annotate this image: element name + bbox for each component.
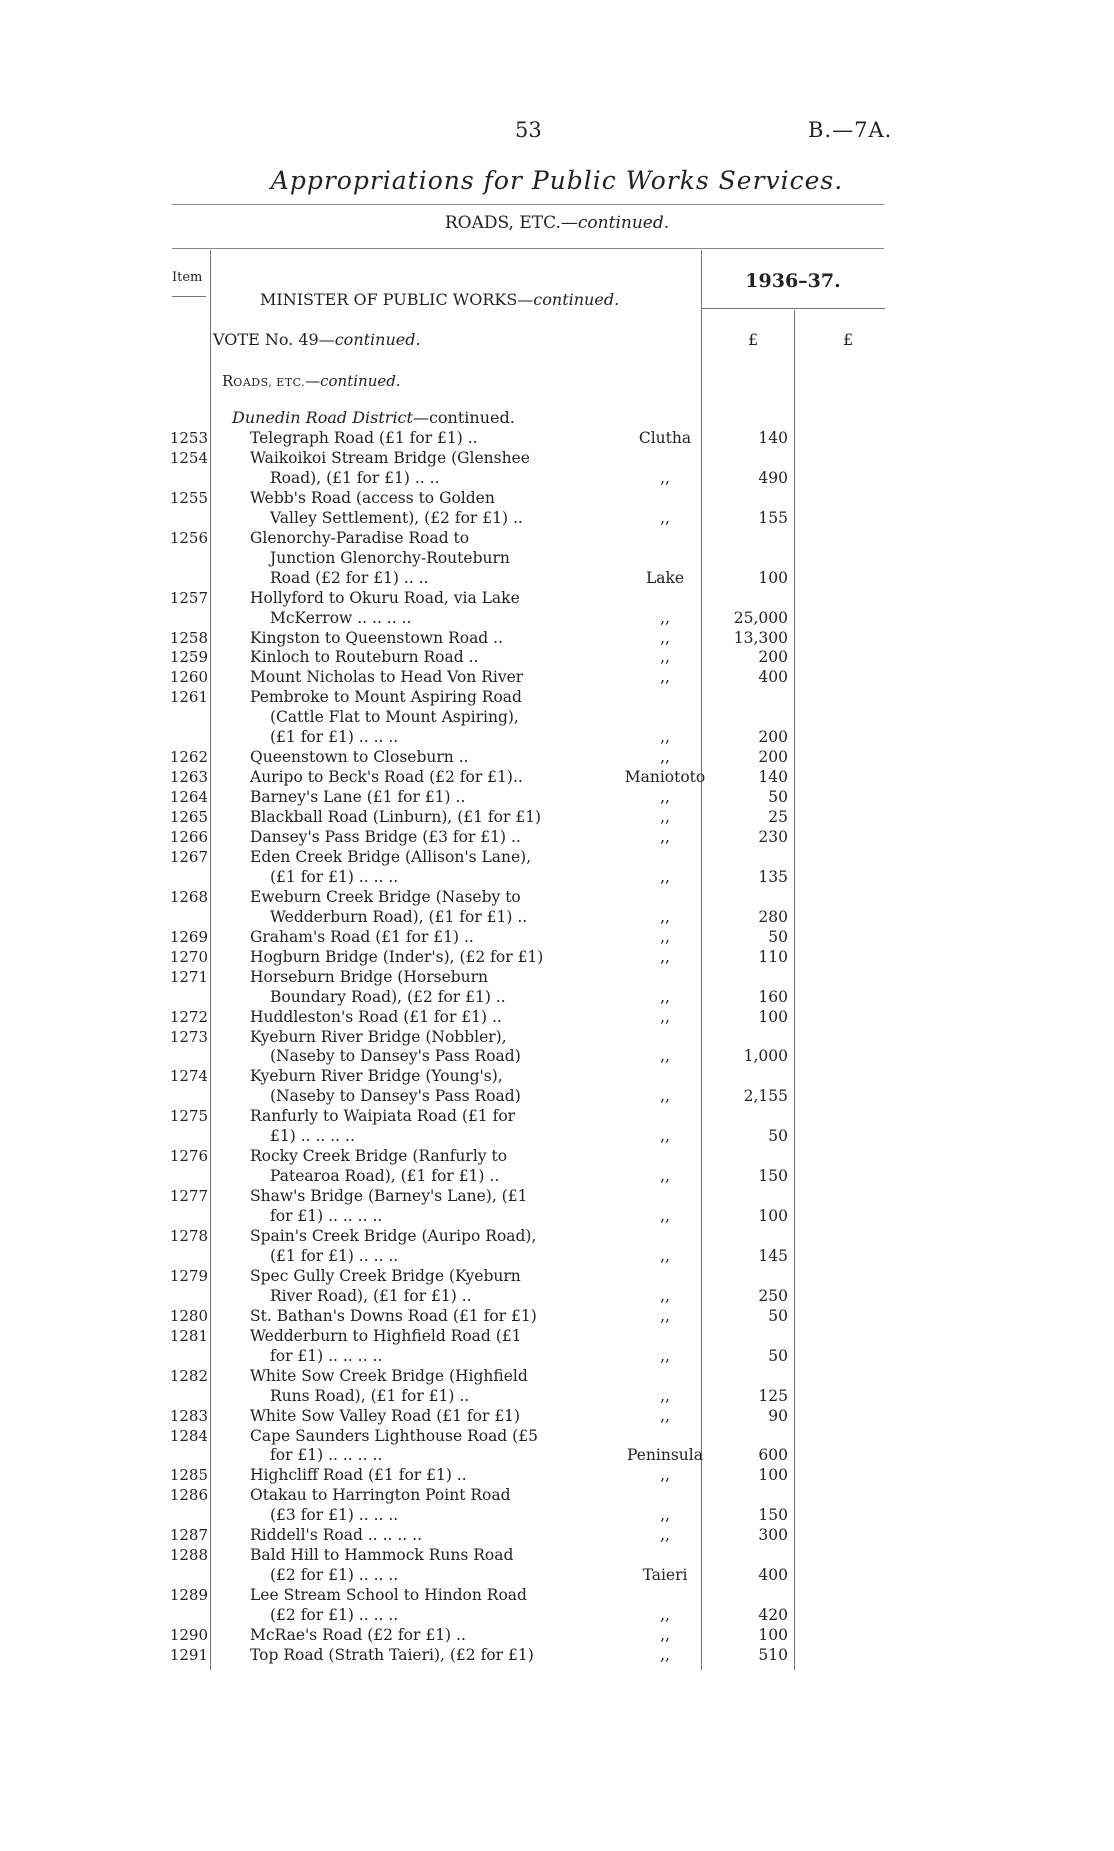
item-number: 1262	[169, 748, 208, 767]
district-name-cell: ,,	[660, 907, 670, 926]
amount-cell: 230	[758, 828, 788, 846]
item-number: 1277	[169, 1187, 208, 1206]
item-description-line: Road), (£1 for £1) .. ..	[270, 468, 440, 487]
amount-cell: 200	[758, 728, 788, 747]
section-title	[0, 213, 1114, 233]
item-description-line: Riddell's Road .. .. .. ..	[250, 1526, 422, 1545]
item-number: 1290	[169, 1626, 208, 1644]
district-name-cell: ,,	[660, 468, 670, 487]
item-description-line: for £1) .. .. .. ..	[270, 1346, 383, 1365]
item-column-header: Item	[172, 270, 203, 285]
item-number: 1273	[169, 1027, 208, 1046]
item-description-line: Valley Settlement), (£2 for £1) ..	[270, 508, 523, 527]
district-heading	[232, 408, 515, 427]
item-number: 1280	[169, 1306, 208, 1325]
amount-cell: 100	[758, 1626, 788, 1644]
amount-cell: 150	[758, 1167, 788, 1186]
amount-cell: 280	[758, 907, 788, 926]
amount-cell: 90	[768, 1406, 788, 1425]
item-number: 1274	[169, 1067, 208, 1086]
amount-cell: 100	[758, 1466, 788, 1485]
district-name-cell: ,,	[660, 1167, 670, 1186]
item-description-line: Mount Nicholas to Head Von River	[250, 668, 524, 687]
item-number: 1254	[169, 448, 208, 467]
item-description-line: Lee Stream School to Hindon Road	[250, 1586, 527, 1605]
item-number: 1279	[169, 1266, 208, 1285]
item-description-line: (£1 for £1) .. .. ..	[270, 728, 399, 747]
item-description-line: Waikoikoi Stream Bridge (Glenshee	[250, 448, 530, 467]
district-name-cell: ,,	[660, 1406, 670, 1425]
item-number: 1291	[169, 1645, 208, 1664]
district-name-cell: ,,	[660, 608, 670, 627]
amount-cell: 140	[758, 429, 788, 447]
amount-cell: 140	[758, 768, 788, 787]
amount-cell: 200	[758, 748, 788, 767]
district-name-cell: ,,	[660, 1047, 670, 1066]
item-description-line: Blackball Road (Linburn), (£1 for £1)	[250, 808, 542, 827]
district-name-cell: Lake	[645, 568, 685, 587]
district-name-cell: ,,	[660, 1526, 670, 1545]
item-description-line: Dansey's Pass Bridge (£3 for £1) ..	[250, 828, 521, 846]
district-name-cell: ,,	[660, 1346, 670, 1365]
amount-cell: 50	[768, 1306, 788, 1325]
district-name-cell: ,,	[660, 668, 670, 687]
district-name-cell: Clutha	[638, 429, 692, 447]
year-column-header: 1936–37.	[745, 270, 841, 292]
item-description-line: McKerrow .. .. .. ..	[270, 608, 412, 627]
amount-cell: 150	[758, 1506, 788, 1525]
item-number: 1263	[169, 768, 208, 787]
item-description-line: Highcliff Road (£1 for £1) ..	[250, 1466, 467, 1485]
item-number: 1268	[169, 887, 208, 906]
amount-cell: 400	[758, 1566, 788, 1585]
vote-heading	[213, 330, 421, 349]
item-number: 1269	[169, 927, 208, 946]
district-name-cell: ,,	[660, 648, 670, 667]
district-name-cell: ,,	[660, 748, 670, 767]
vote-text: VOTE No. 49	[213, 330, 319, 349]
amount-cell: 135	[758, 867, 788, 886]
item-description-line: Spec Gully Creek Bridge (Kyeburn	[250, 1266, 521, 1285]
amount-cell: 200	[758, 648, 788, 667]
item-number: 1255	[169, 488, 208, 507]
item-description-line: (Naseby to Dansey's Pass Road)	[270, 1087, 521, 1106]
minister-continued: —continued.	[517, 290, 620, 309]
item-number: 1266	[169, 828, 208, 846]
item-description-line: White Sow Valley Road (£1 for £1)	[250, 1406, 521, 1425]
item-description-line: Kyeburn River Bridge (Nobbler),	[250, 1027, 507, 1046]
amount-cell: 250	[758, 1286, 788, 1305]
item-number: 1256	[169, 528, 208, 547]
district-name: Dunedin Road District	[232, 408, 413, 427]
item-description-line: Boundary Road), (£2 for £1) ..	[270, 987, 506, 1006]
item-description-line: Runs Road), (£1 for £1) ..	[270, 1386, 470, 1405]
item-description-line: Webb's Road (access to Golden	[250, 488, 495, 507]
district-name-cell: ,,	[660, 1007, 670, 1026]
district-name-cell: ,,	[660, 1466, 670, 1485]
item-number: 1271	[169, 967, 208, 986]
amount-cell: 50	[768, 1127, 788, 1146]
item-description-line: Patearoa Road), (£1 for £1) ..	[270, 1167, 500, 1186]
item-description-line: McRae's Road (£2 for £1) ..	[250, 1626, 466, 1644]
item-number: 1282	[169, 1366, 208, 1385]
pound-header-1: £	[748, 330, 759, 349]
item-description-line: Auripo to Beck's Road (£2 for £1)..	[250, 768, 523, 787]
district-name-cell: ,,	[660, 808, 670, 827]
district-name-cell: ,,	[660, 1645, 670, 1664]
item-number: 1278	[169, 1227, 208, 1245]
amount-cell: 110	[758, 947, 788, 966]
item-description-line: Graham's Road (£1 for £1) ..	[250, 927, 474, 946]
roads-initial: R	[222, 372, 234, 390]
item-description-line: Wedderburn to Highfield Road (£1	[250, 1326, 522, 1345]
item-description-line: Junction Glenorchy-Routeburn	[270, 548, 510, 567]
roads-continued: —continued.	[305, 372, 401, 390]
district-name-cell: Peninsula	[627, 1446, 703, 1465]
item-description-line: Eweburn Creek Bridge (Naseby to	[250, 887, 521, 906]
item-column-divider	[210, 250, 211, 1670]
item-number: 1281	[169, 1326, 208, 1345]
item-description-line: Bald Hill to Hammock Runs Road	[250, 1546, 514, 1565]
amount-cell: 510	[758, 1645, 788, 1664]
item-description-line: Kinloch to Routeburn Road ..	[250, 648, 479, 667]
amount-cell: 600	[758, 1446, 788, 1465]
item-number: 1283	[169, 1406, 208, 1425]
item-number: 1264	[169, 788, 208, 807]
item-header-rule	[172, 296, 206, 297]
district-name-cell: ,,	[660, 867, 670, 886]
amount-cell: 420	[758, 1606, 788, 1625]
item-number: 1286	[169, 1486, 208, 1505]
page-number: 53	[515, 118, 542, 142]
item-description-line: Road (£2 for £1) .. ..	[270, 568, 429, 587]
item-number: 1284	[169, 1426, 208, 1445]
minister-text: MINISTER OF PUBLIC WORKS	[260, 290, 518, 309]
item-description-line: Wedderburn Road), (£1 for £1) ..	[270, 907, 528, 926]
roads-subheading	[222, 372, 401, 390]
document-reference: B.—7A.	[808, 118, 893, 142]
section-continued: —continued.	[560, 213, 670, 233]
district-name-cell: ,,	[660, 1606, 670, 1625]
roads-smallcaps: OADS, ETC.	[233, 376, 306, 389]
item-number: 1257	[169, 588, 208, 607]
district-name-cell: Taieri	[642, 1566, 688, 1585]
year-header-rule	[701, 308, 885, 309]
item-description-line: (£2 for £1) .. .. ..	[270, 1566, 399, 1585]
vote-continued: —continued.	[318, 330, 421, 349]
district-continued: —continued.	[412, 408, 515, 427]
item-description-line: for £1) .. .. .. ..	[270, 1446, 383, 1465]
pound-column-divider	[794, 310, 795, 1670]
item-description-line: Otakau to Harrington Point Road	[250, 1486, 511, 1505]
amount-cell: 50	[768, 927, 788, 946]
district-name-cell: ,,	[660, 508, 670, 527]
item-description-line: Pembroke to Mount Aspiring Road	[250, 688, 522, 707]
district-name-cell: ,,	[660, 788, 670, 807]
district-name-cell: ,,	[660, 1626, 670, 1644]
item-number: 1275	[169, 1107, 208, 1126]
item-description-line: Ranfurly to Waipiata Road (£1 for	[250, 1107, 516, 1126]
amount-cell: 2,155	[743, 1087, 788, 1106]
district-name-cell: ,,	[660, 1087, 670, 1106]
district-name-cell: ,,	[660, 828, 670, 846]
district-name-cell: ,,	[660, 1386, 670, 1405]
item-number: 1276	[169, 1147, 208, 1166]
item-description-line: (Cattle Flat to Mount Aspiring),	[270, 708, 519, 727]
amount-cell: 160	[758, 987, 788, 1006]
minister-heading	[260, 290, 619, 309]
amount-cell: 25	[768, 808, 788, 827]
item-number: 1261	[169, 688, 208, 707]
item-number: 1253	[169, 429, 208, 447]
amount-cell: 125	[758, 1386, 788, 1405]
item-description-line: Barney's Lane (£1 for £1) ..	[250, 788, 466, 807]
district-name-cell: ,,	[660, 1246, 670, 1265]
amount-cell: 490	[758, 468, 788, 487]
pound-header-2: £	[843, 330, 854, 349]
item-description-line: (£1 for £1) .. .. ..	[270, 867, 399, 886]
item-number: 1265	[169, 808, 208, 827]
page-title: Appropriations for Public Works Services.	[270, 166, 844, 195]
item-description-line: Glenorchy-Paradise Road to	[250, 528, 470, 547]
item-description-line: £1) .. .. .. ..	[270, 1127, 355, 1146]
item-description-line: Hogburn Bridge (Inder's), (£2 for £1)	[250, 947, 544, 966]
item-description-line: for £1) .. .. .. ..	[270, 1207, 383, 1226]
item-number: 1259	[169, 648, 208, 667]
item-description-line: Kingston to Queenstown Road ..	[250, 628, 504, 647]
amount-cell: 13,300	[733, 628, 788, 647]
section-title-text: ROADS, ETC.	[444, 213, 561, 233]
item-description-line: Telegraph Road (£1 for £1) ..	[250, 429, 478, 447]
item-number: 1272	[169, 1007, 208, 1026]
item-description-line: Shaw's Bridge (Barney's Lane), (£1	[250, 1187, 528, 1206]
amount-cell: 400	[758, 668, 788, 687]
amount-cell: 100	[758, 568, 788, 587]
item-description-line: (£2 for £1) .. .. ..	[270, 1606, 399, 1625]
district-name-cell: Maniototo	[624, 768, 706, 787]
district-name-cell: ,,	[660, 1286, 670, 1305]
amount-cell: 100	[758, 1007, 788, 1026]
district-name-cell: ,,	[660, 1207, 670, 1226]
district-name-cell: ,,	[660, 947, 670, 966]
item-number: 1258	[169, 628, 208, 647]
item-description-line: Rocky Creek Bridge (Ranfurly to	[250, 1147, 508, 1166]
district-name-cell: ,,	[660, 1506, 670, 1525]
item-description-line: Huddleston's Road (£1 for £1) ..	[250, 1007, 502, 1026]
amount-cell: 155	[758, 508, 788, 527]
amount-cell: 145	[758, 1246, 788, 1265]
item-number: 1285	[169, 1466, 208, 1485]
item-number: 1287	[169, 1526, 208, 1545]
district-name-cell: ,,	[660, 927, 670, 946]
amount-cell: 100	[758, 1207, 788, 1226]
amount-cell: 50	[768, 788, 788, 807]
amount-cell: 50	[768, 1346, 788, 1365]
item-description-line: River Road), (£1 for £1) ..	[270, 1286, 472, 1305]
table-top-rule	[172, 248, 884, 249]
item-description-line: (£1 for £1) .. .. ..	[270, 1246, 399, 1265]
item-description-line: Spain's Creek Bridge (Auripo Road),	[250, 1227, 537, 1245]
district-name-cell: ,,	[660, 987, 670, 1006]
item-number: 1270	[169, 947, 208, 966]
amount-cell: 25,000	[733, 608, 788, 627]
item-description-line: Eden Creek Bridge (Allison's Lane),	[250, 847, 532, 866]
district-name-cell: ,,	[660, 628, 670, 647]
title-rule	[172, 204, 884, 205]
district-name-cell: ,,	[660, 1306, 670, 1325]
item-description-line: Hollyford to Okuru Road, via Lake	[250, 588, 520, 607]
amount-cell: 300	[758, 1526, 788, 1545]
item-description-line: Kyeburn River Bridge (Young's),	[250, 1067, 503, 1086]
item-description-line: St. Bathan's Downs Road (£1 for £1)	[250, 1306, 537, 1325]
item-description-line: (Naseby to Dansey's Pass Road)	[270, 1047, 521, 1066]
district-name-cell: ,,	[660, 1127, 670, 1146]
district-name-cell: ,,	[660, 728, 670, 747]
item-description-line: Horseburn Bridge (Horseburn	[250, 967, 489, 986]
item-description-line: (£3 for £1) .. .. ..	[270, 1506, 399, 1525]
item-number: 1267	[169, 847, 208, 866]
item-number: 1288	[169, 1546, 208, 1565]
item-description-line: White Sow Creek Bridge (Highfield	[250, 1366, 528, 1385]
amount-cell: 1,000	[743, 1047, 788, 1066]
item-description-line: Top Road (Strath Taieri), (£2 for £1)	[250, 1645, 534, 1664]
item-description-line: Cape Saunders Lighthouse Road (£5	[250, 1426, 538, 1445]
item-number: 1289	[169, 1586, 208, 1605]
item-description-line: Queenstown to Closeburn ..	[250, 748, 469, 767]
item-number: 1260	[169, 668, 208, 687]
